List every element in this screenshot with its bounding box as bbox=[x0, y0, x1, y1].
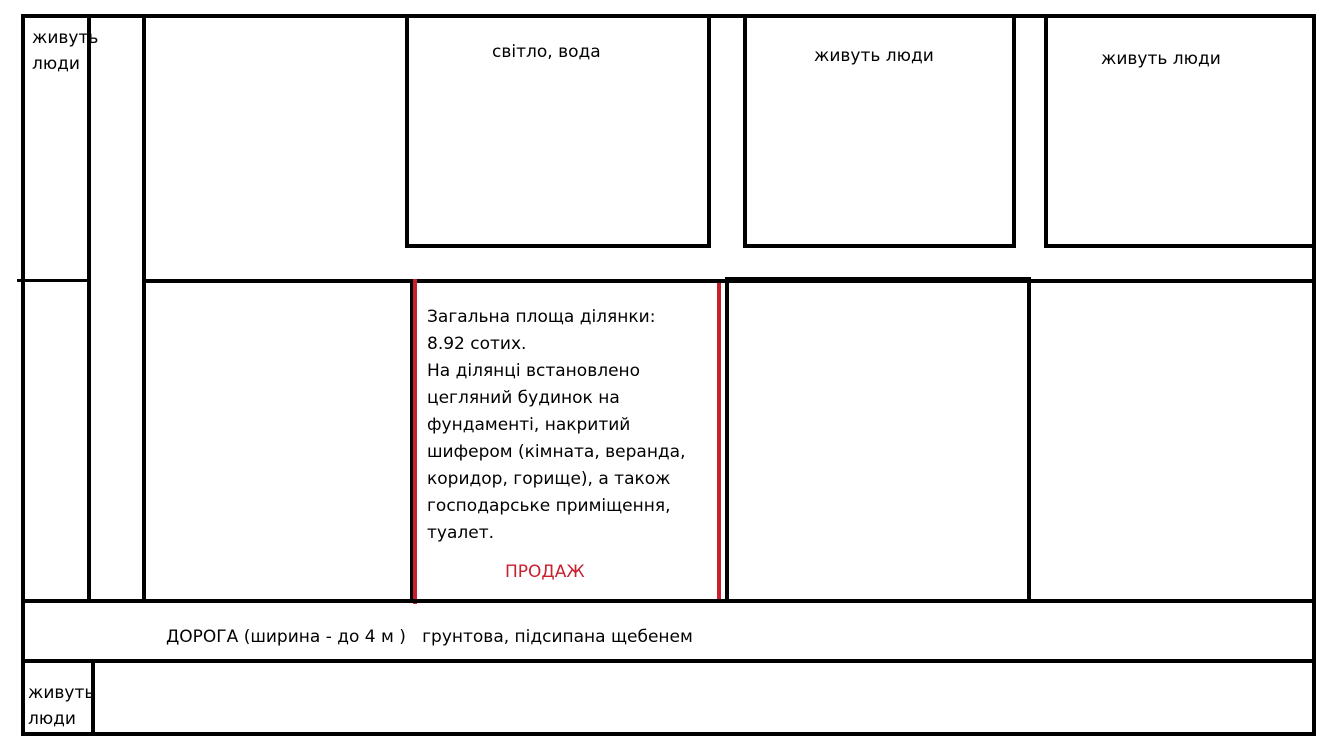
top-left-residents-line-2: люди bbox=[32, 54, 80, 74]
bottom-plot-row-left bbox=[142, 279, 146, 602]
outer-border-left bbox=[21, 14, 25, 736]
left-lane-edge-outer bbox=[87, 14, 91, 602]
neighbour-plot-middle-bottom bbox=[743, 244, 1016, 248]
plot-description-line: Загальна площа ділянки: bbox=[427, 307, 656, 327]
plot-description-line: туалет. bbox=[427, 523, 495, 543]
neighbour-plot-right-left bbox=[1044, 14, 1048, 248]
utilities-label: світло, вода bbox=[492, 42, 601, 62]
plot-description-line: коридор, горище), а також bbox=[427, 469, 671, 489]
road-bottom-edge bbox=[21, 659, 1316, 663]
neighbour-plot-a-top bbox=[725, 277, 1031, 281]
road-top-edge bbox=[21, 599, 1316, 603]
neighbour-plot-middle-right bbox=[1012, 14, 1016, 248]
bottom-left-residents-line-2: люди bbox=[28, 709, 76, 729]
road-label: ДОРОГА (ширина - до 4 м ) грунтова, підсипана щебенем bbox=[166, 627, 693, 647]
plot-description-line: фундаменті, накритий bbox=[427, 415, 631, 435]
outer-border-top bbox=[21, 14, 1316, 18]
utilities-plot-left bbox=[405, 14, 409, 248]
plot-description-line: шифером (кімната, веранда, bbox=[427, 442, 686, 462]
neighbour-plot-a-left bbox=[725, 277, 729, 602]
plot-description bbox=[427, 304, 712, 547]
plot-description-line: 8.92 сотих. bbox=[427, 334, 527, 354]
neighbour-plot-middle-left bbox=[743, 14, 747, 248]
outer-border-right bbox=[1312, 14, 1316, 736]
top-left-residents-label bbox=[32, 25, 98, 77]
sale-label: ПРОДАЖ bbox=[505, 562, 585, 582]
top-right-residents-label: живуть люди bbox=[1101, 49, 1221, 69]
plot-description-line: цегляний будинок на bbox=[427, 388, 620, 408]
outer-border-bottom bbox=[21, 732, 1316, 736]
bottom-left-residents-line-1: живуть bbox=[28, 683, 95, 703]
utilities-plot-bottom bbox=[405, 244, 711, 248]
plot-description-line: господарське приміщення, bbox=[427, 496, 671, 516]
neighbour-plot-a-right bbox=[1027, 277, 1031, 602]
sale-plot-left-red bbox=[413, 279, 417, 604]
bottom-left-residents-label bbox=[28, 680, 94, 732]
divider-left-segment bbox=[17, 279, 89, 282]
top-left-residents-line-1: живуть bbox=[32, 28, 99, 48]
top-middle-residents-label: живуть люди bbox=[814, 46, 934, 66]
neighbour-plot-right-bottom bbox=[1044, 244, 1316, 248]
plot-description-line: На ділянці встановлено bbox=[427, 361, 641, 381]
sale-plot-right-red bbox=[717, 283, 721, 603]
utilities-plot-right bbox=[707, 14, 711, 248]
